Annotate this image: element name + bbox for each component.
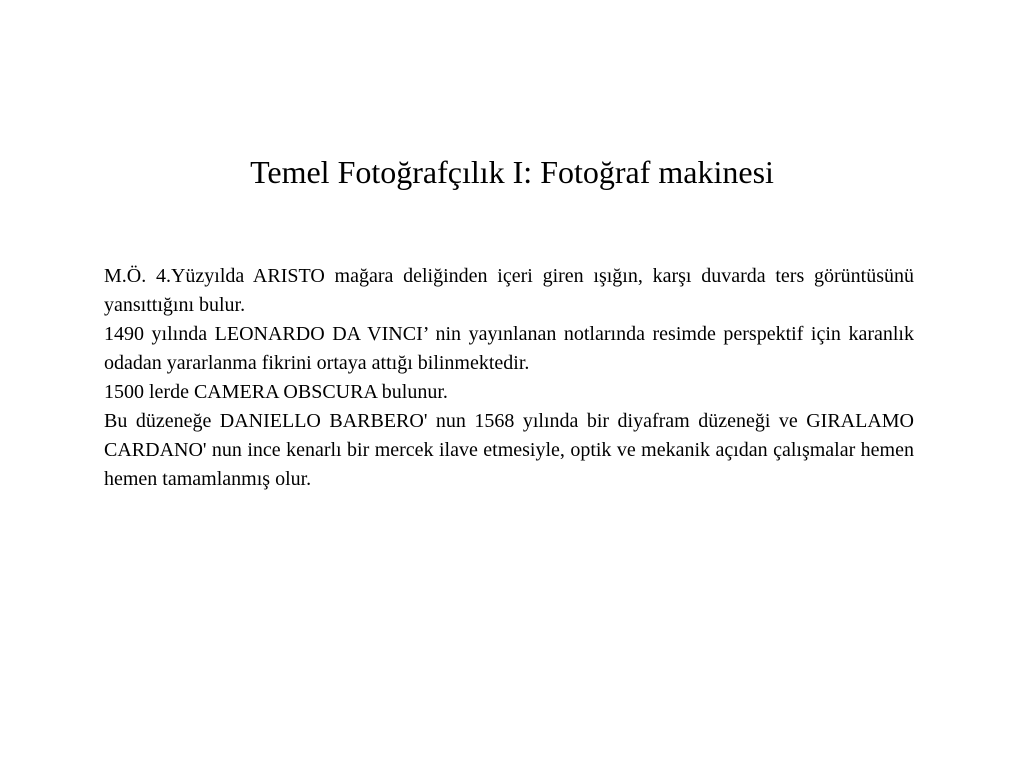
paragraph-camera-obscura: 1500 lerde CAMERA OBSCURA bulunur.	[104, 381, 448, 403]
paragraph-leonardo: 1490 yılında LEONARDO DA VINCI’ nin yayınlanan notlarında resimde perspektif için karanlık odadan yararlanma fikrini ortaya attığı bilinmektedir.	[104, 323, 914, 374]
slide-body	[104, 262, 914, 494]
slide-title: Temel Fotoğrafçılık I: Fotoğraf makinesi	[250, 154, 774, 190]
paragraph-aristo: M.Ö. 4.Yüzyılda ARISTO mağara deliğinden içeri giren ışığın, karşı duvarda ters görüntüsünü yansıttığını bulur.	[104, 265, 914, 316]
paragraph-barbero-cardano: Bu düzeneğe DANIELLO BARBERO' nun 1568 yılında bir diyafram düzeneği ve GIRALAMO CARDANO' nun ince kenarlı bir mercek ilave etmesiyle, optik ve mekanik açıdan çalışmalar hemen hemen tamamlanmış olur.	[104, 410, 914, 490]
